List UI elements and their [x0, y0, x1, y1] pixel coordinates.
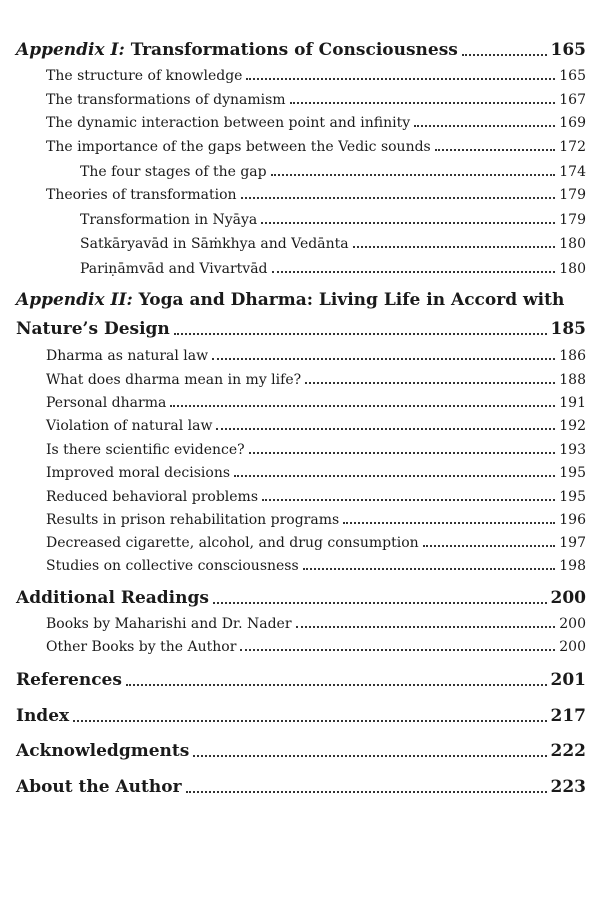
dot-leader	[126, 683, 547, 686]
page-number: 223	[550, 777, 586, 797]
toc-entry[interactable]	[0, 255, 600, 277]
dot-leader	[213, 601, 547, 604]
dot-leader	[262, 498, 555, 501]
dot-leader	[305, 381, 555, 384]
toc-entry[interactable]	[0, 133, 600, 155]
page-number: 180	[559, 236, 586, 252]
page-number: 169	[559, 115, 586, 131]
page-number: 174	[559, 164, 586, 180]
page-number: 193	[559, 442, 586, 458]
toc-entry-title: The transformations of dynamism	[46, 92, 286, 108]
toc-entry[interactable]	[0, 181, 600, 203]
toc-entry[interactable]	[0, 610, 600, 632]
dot-leader	[353, 245, 556, 248]
page-number: 180	[559, 261, 586, 277]
toc-entry-appendix-1[interactable]	[0, 38, 600, 60]
toc-entry[interactable]	[0, 109, 600, 131]
toc-entry[interactable]	[0, 206, 600, 228]
page-number: 192	[559, 418, 586, 434]
page-number: 222	[550, 741, 586, 761]
toc-entry-title: Pariṇāmvād and Vivartvād	[80, 261, 268, 277]
toc-entry[interactable]	[0, 436, 600, 458]
toc-entry-about-the-author[interactable]	[0, 775, 600, 797]
dot-leader	[290, 101, 556, 104]
dot-leader	[414, 124, 555, 127]
toc-entry[interactable]	[0, 158, 600, 180]
dot-leader	[73, 719, 546, 722]
toc-entry-title: Is there scientific evidence?	[46, 442, 245, 458]
toc-entry[interactable]	[0, 483, 600, 505]
toc-entry-references[interactable]	[0, 668, 600, 690]
toc-entry-appendix-2[interactable]	[0, 317, 600, 339]
toc-entry-title: Studies on collective consciousness	[46, 558, 299, 574]
toc-entry-title: Nature’s Design	[16, 319, 170, 339]
dot-leader	[296, 625, 556, 628]
page-number: 188	[559, 372, 586, 388]
toc-entry-title: The four stages of the gap	[80, 164, 267, 180]
page-number: 217	[550, 706, 586, 726]
toc-entry-title: Books by Maharishi and Dr. Nader	[46, 616, 292, 632]
dot-leader	[261, 221, 555, 224]
page-number: 165	[550, 40, 586, 60]
dot-leader	[186, 790, 547, 793]
toc-entry[interactable]	[0, 230, 600, 252]
toc-entry-title: Violation of natural law	[46, 418, 213, 434]
page-number: 200	[559, 639, 586, 655]
toc-entry[interactable]	[0, 342, 600, 364]
page-number: 191	[559, 395, 586, 411]
page-number: 196	[559, 512, 586, 528]
toc-entry-title: Improved moral decisions	[46, 465, 231, 481]
page-number: 200	[550, 588, 586, 608]
toc-entry-title: What does dharma mean in my life?	[46, 372, 302, 388]
toc-entry-index[interactable]	[0, 704, 600, 726]
toc-entry-additional-readings[interactable]	[0, 586, 600, 608]
dot-leader	[246, 77, 555, 80]
page-number: 179	[559, 212, 586, 228]
toc-entry-title: The importance of the gaps between the Vedic sounds	[46, 139, 431, 155]
toc-entry[interactable]	[0, 459, 600, 481]
toc-entry[interactable]	[0, 389, 600, 411]
dot-leader	[271, 173, 556, 176]
page-number: 195	[559, 489, 586, 505]
toc-entry[interactable]	[0, 366, 600, 388]
dot-leader	[170, 404, 555, 407]
toc-entry-title: Transformation in Nyāya	[80, 212, 258, 228]
page-number: 198	[559, 558, 586, 574]
page-number: 201	[550, 670, 586, 690]
dot-leader	[423, 544, 556, 547]
toc-entry-title: Decreased cigarette, alcohol, and drug consumption	[46, 535, 419, 551]
toc-entry-title: Theories of transformation	[46, 187, 237, 203]
dot-leader	[174, 332, 547, 335]
dot-leader	[343, 521, 555, 524]
toc-entry[interactable]	[0, 633, 600, 655]
page-number: 172	[559, 139, 586, 155]
toc-entry-title: The dynamic interaction between point and infinity	[46, 115, 411, 131]
page-number: 165	[559, 68, 586, 84]
toc-entry-acknowledgments[interactable]	[0, 739, 600, 761]
toc-entry-title: Index	[16, 706, 70, 726]
toc-entry-title: Acknowledgments	[16, 741, 190, 761]
toc-entry-title: Satkāryavād in Sāṁkhya and Vedānta	[80, 236, 349, 252]
toc-entry[interactable]	[0, 86, 600, 108]
toc-entry-title: Appendix I: Transformations of Consciousness	[16, 40, 458, 60]
toc-entry-title: Personal dharma	[46, 395, 167, 411]
page-number: 179	[559, 187, 586, 203]
toc-entry-title: Additional Readings	[16, 588, 209, 608]
page-number: 185	[550, 319, 586, 339]
appendix-label: Appendix I:	[16, 40, 125, 60]
toc-entry[interactable]	[0, 62, 600, 84]
dot-leader	[193, 754, 546, 757]
toc-entry-title: About the Author	[16, 777, 182, 797]
toc-entry[interactable]	[0, 412, 600, 434]
page-number: 200	[559, 616, 586, 632]
dot-leader	[462, 53, 547, 56]
dot-leader	[234, 474, 555, 477]
toc-entry-title: Results in prison rehabilitation programs	[46, 512, 340, 528]
dot-leader	[216, 427, 555, 430]
toc-entry-appendix-2-line1[interactable]	[16, 290, 564, 310]
toc-entry-title: The structure of knowledge	[46, 68, 243, 84]
appendix-label: Appendix II:	[16, 290, 133, 310]
dot-leader	[241, 196, 556, 199]
toc-entry[interactable]	[0, 506, 600, 528]
toc-entry-title: References	[16, 670, 122, 690]
dot-leader	[240, 648, 555, 651]
toc-entry-title: Reduced behavioral problems	[46, 489, 259, 505]
toc-entry[interactable]	[0, 529, 600, 551]
dot-leader	[212, 357, 555, 360]
page-number: 167	[559, 92, 586, 108]
dot-leader	[303, 567, 556, 570]
page-number: 186	[559, 348, 586, 364]
toc-entry-title: Dharma as natural law	[46, 348, 209, 364]
page-number: 197	[559, 535, 586, 551]
dot-leader	[249, 451, 556, 454]
dot-leader	[435, 148, 556, 151]
dot-leader	[272, 270, 556, 273]
toc-entry-title: Other Books by the Author	[46, 639, 237, 655]
page-number: 195	[559, 465, 586, 481]
toc-entry[interactable]	[0, 552, 600, 574]
toc-entry-title: Yoga and Dharma: Living Life in Accord with	[138, 290, 565, 310]
